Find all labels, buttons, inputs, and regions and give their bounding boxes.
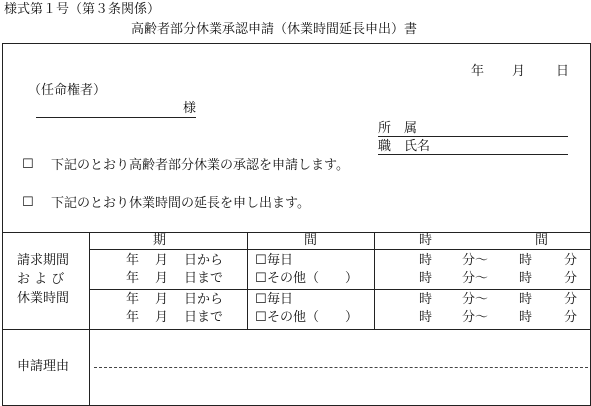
table-bottom-border (2, 329, 591, 330)
row1-checkbox[interactable]: ☐ (255, 253, 267, 268)
row1-hour-start: 時 (419, 253, 433, 268)
row3-minute-end: 分 (564, 292, 578, 307)
table-header-divider (89, 249, 591, 250)
row1-month: 月 (155, 253, 169, 268)
row3-month: 月 (155, 292, 169, 307)
label-column-divider (89, 232, 90, 406)
row2-option: その他（ ） (267, 271, 359, 286)
row3-year: 年 (126, 292, 140, 307)
row2-minute-end: 分 (564, 271, 578, 286)
option-extend-checkbox[interactable]: ☐ (22, 195, 34, 210)
time-header-2: 間 (535, 233, 549, 248)
period-header-2: 間 (304, 233, 318, 248)
table-middle-divider (89, 289, 591, 290)
name-label: 職 氏名 (378, 139, 431, 154)
time-header-1: 時 (419, 233, 433, 248)
option-apply-text: 下記のとおり高齢者部分休業の承認を申請します。 (51, 158, 349, 173)
row1-minute-start: 分～ (462, 253, 489, 268)
row1-option: 毎日 (267, 253, 294, 268)
affiliation-underline (378, 136, 568, 137)
row3-minute-start: 分～ (462, 292, 489, 307)
row1-year: 年 (126, 253, 140, 268)
affiliation-label: 所 属 (378, 121, 418, 136)
period-header-1: 期 (153, 233, 167, 248)
row2-day: 日まで (184, 271, 224, 286)
row3-checkbox[interactable]: ☐ (255, 292, 267, 307)
name-underline (378, 154, 568, 155)
authority-label: （任命権者） (28, 83, 107, 98)
row4-minute-start: 分～ (462, 310, 489, 325)
row4-minute-end: 分 (564, 310, 578, 325)
row4-hour-end: 時 (519, 310, 533, 325)
row4-hour-start: 時 (419, 310, 433, 325)
row3-option: 毎日 (267, 292, 294, 307)
date-day-label: 日 (556, 64, 570, 79)
row4-year: 年 (126, 310, 140, 325)
row1-hour-end: 時 (519, 253, 533, 268)
row2-hour-end: 時 (519, 271, 533, 286)
row-label-line-3: 休業時間 (17, 291, 70, 306)
date-month-label: 月 (512, 64, 526, 79)
row2-checkbox[interactable]: ☐ (255, 271, 267, 286)
row1-day: 日から (184, 253, 224, 268)
row-label-line-2: お よ び (17, 272, 65, 287)
row3-hour-start: 時 (419, 292, 433, 307)
row2-year: 年 (126, 271, 140, 286)
row2-month: 月 (155, 271, 169, 286)
row4-day: 日まで (184, 310, 224, 325)
row4-month: 月 (155, 310, 169, 325)
page-title: 高齢者部分休業承認申請（休業時間延長申出）書 (131, 22, 418, 37)
form-number: 様式第１号（第３条関係） (4, 2, 161, 17)
row1-minute-end: 分 (564, 253, 578, 268)
row3-day: 日から (184, 292, 224, 307)
addressee-underline (36, 117, 196, 118)
option-apply-checkbox[interactable]: ☐ (22, 157, 34, 172)
period-column-divider (247, 232, 248, 329)
honorific-label: 様 (183, 101, 197, 116)
row2-minute-start: 分～ (462, 271, 489, 286)
reason-label: 申請理由 (17, 359, 70, 374)
row-label-line-1: 請求期間 (17, 253, 70, 268)
table-top-border (2, 232, 591, 233)
row4-checkbox[interactable]: ☐ (255, 310, 267, 325)
row3-hour-end: 時 (519, 292, 533, 307)
date-year-label: 年 (471, 64, 485, 79)
row2-hour-start: 時 (419, 271, 433, 286)
reason-writing-line[interactable] (94, 367, 588, 368)
time-column-divider (374, 232, 375, 329)
row4-option: その他（ ） (267, 310, 359, 325)
option-extend-text: 下記のとおり休業時間の延長を申し出ます。 (51, 196, 310, 211)
